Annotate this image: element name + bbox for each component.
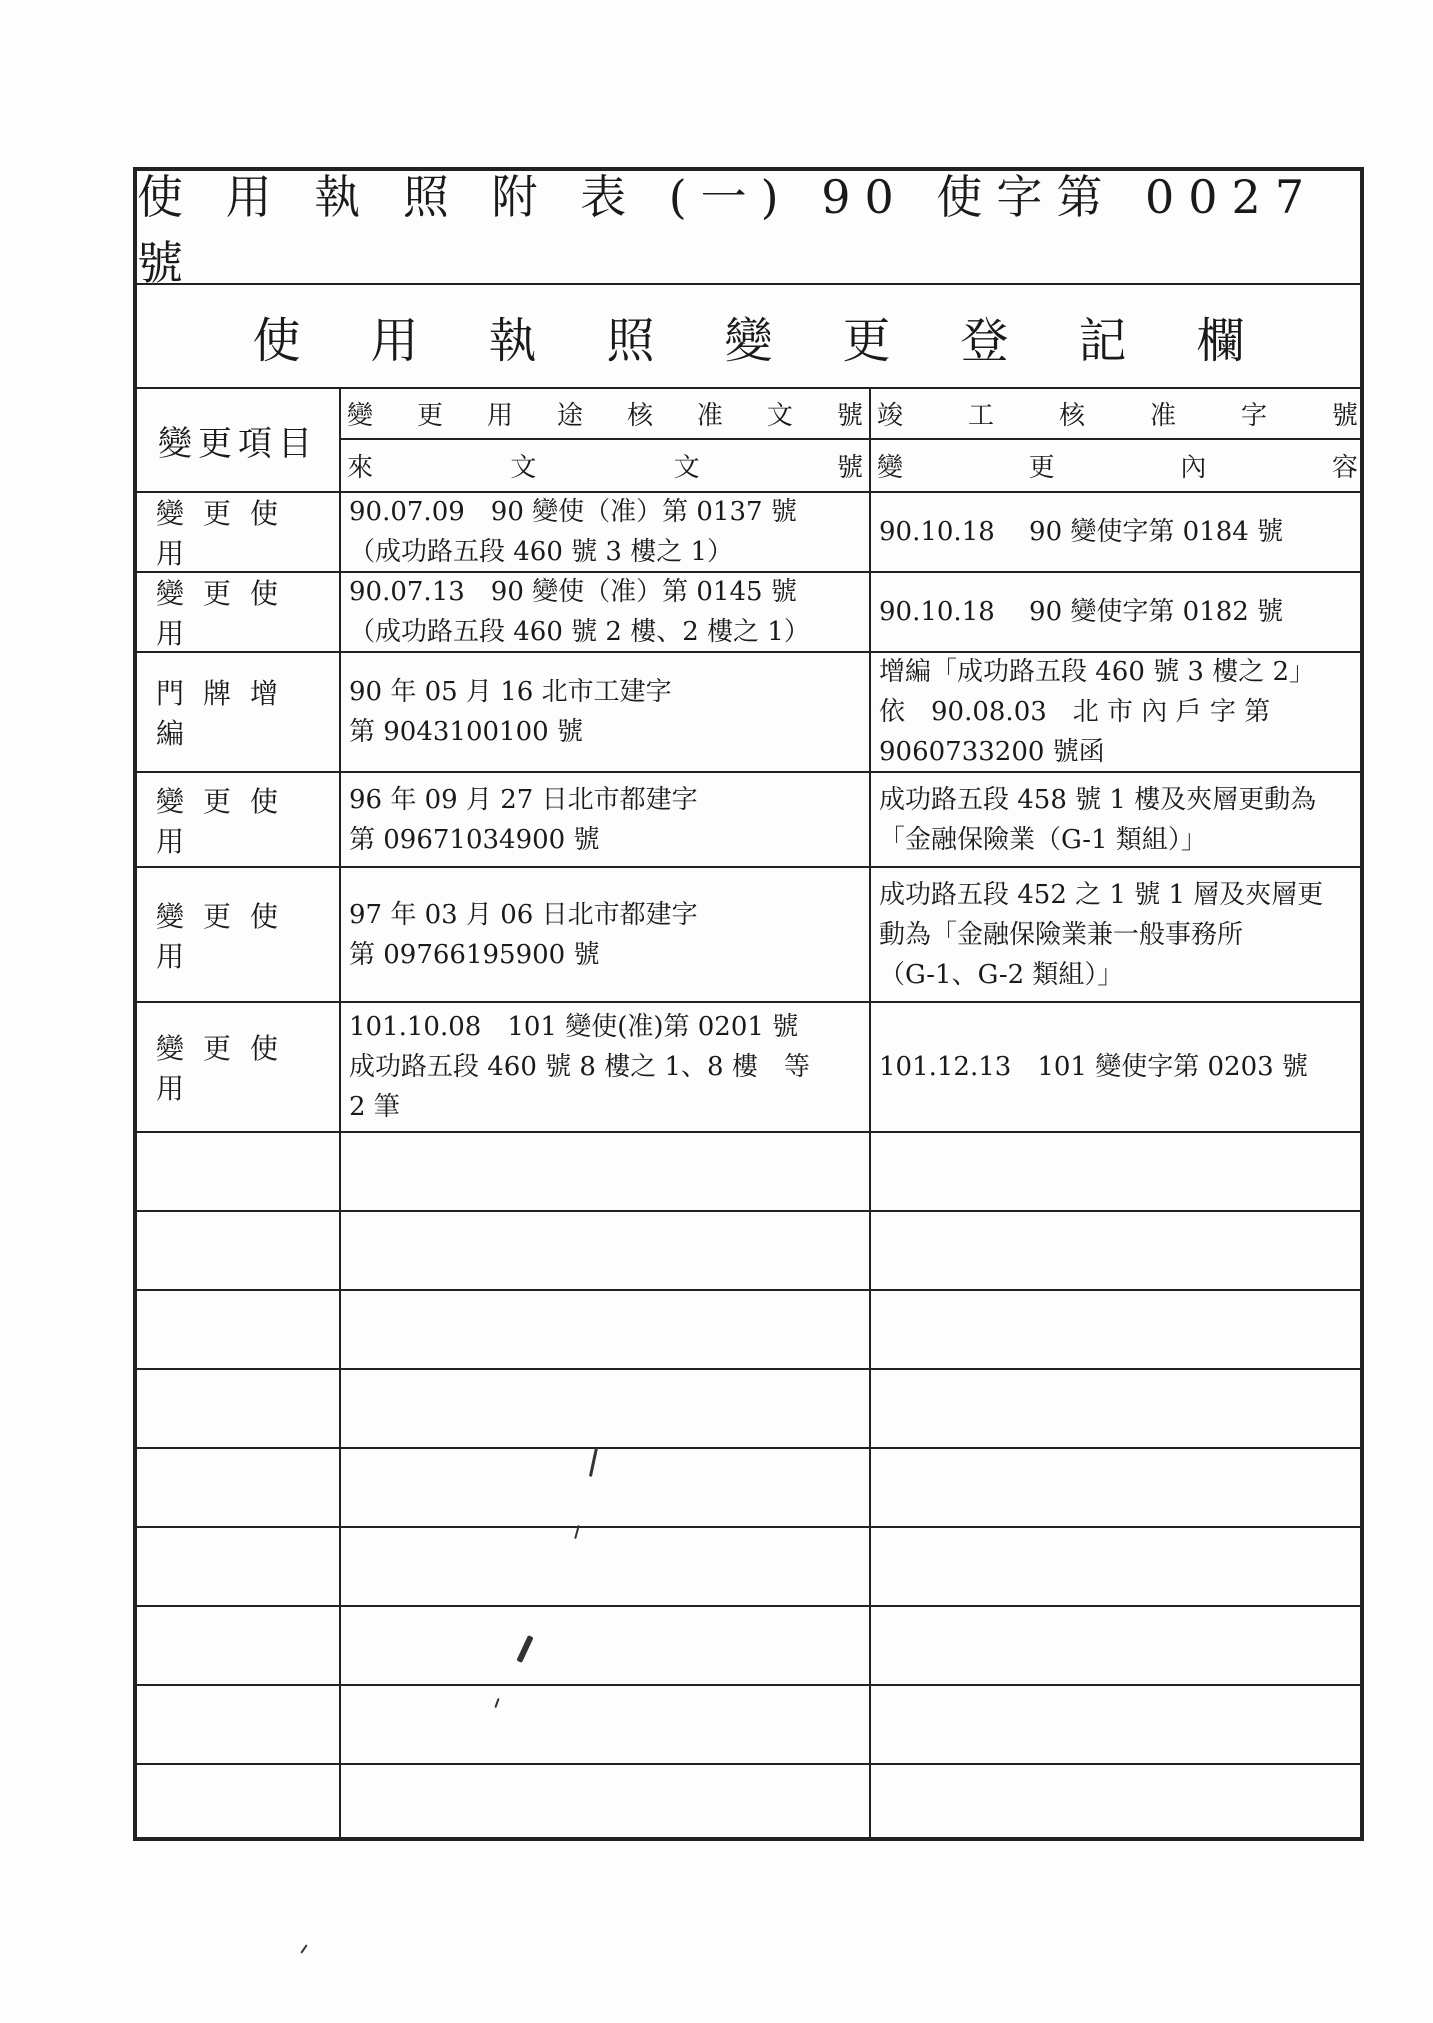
item-label: 變更使用 (156, 577, 298, 650)
change-content-cell (871, 653, 1364, 771)
header-char: 變 (347, 401, 374, 431)
header-char: 號 (836, 453, 863, 483)
item-label: 變更使用 (156, 899, 298, 973)
empty-cell (341, 1686, 871, 1763)
empty-row (137, 1607, 1360, 1686)
empty-row (137, 1133, 1360, 1212)
header-char: 號 (1331, 401, 1358, 431)
header-char: 號 (836, 401, 863, 431)
header-char: 更 (416, 401, 443, 431)
empty-cell (137, 1607, 341, 1684)
empty-row (137, 1212, 1360, 1291)
source-doc-text: 90 年 05 月 16 北市工建字 第 9043100100 號 (349, 677, 672, 747)
page-title: 使 用 執 照 附 表 (一) 90 使字第 0027 號 (137, 170, 1319, 290)
empty-cell (341, 1291, 871, 1368)
item-cell (137, 1003, 341, 1131)
empty-cell (871, 1686, 1364, 1763)
item-label: 變更使用 (156, 1032, 298, 1105)
empty-row (137, 1370, 1360, 1449)
table-row (137, 493, 1360, 573)
empty-row (137, 1686, 1360, 1765)
empty-cell (341, 1370, 871, 1447)
empty-cell (341, 1133, 871, 1210)
source-doc-cell (341, 868, 871, 1001)
header-col3-cell (871, 389, 1364, 491)
source-doc-text: 101.10.08 101 變使(准)第 0201 號 成功路五段 460 號 8 樓之 1、8 樓 等 2 筆 (349, 1012, 810, 1122)
section-title: 使用執照變更登記欄 (252, 312, 1315, 369)
header-char: 來 (347, 453, 374, 483)
source-doc-cell (341, 653, 871, 771)
item-cell (137, 653, 341, 771)
change-content-text: 90.10.18 90 變使字第 0182 號 (879, 597, 1284, 627)
header-row (137, 389, 1360, 493)
item-cell (137, 493, 341, 571)
empty-row (137, 1449, 1360, 1528)
table-row (137, 653, 1360, 773)
table-row (137, 573, 1360, 653)
item-label: 門牌增編 (156, 677, 298, 750)
header-char: 文 (510, 453, 537, 483)
empty-cell (871, 1607, 1364, 1684)
empty-cell (137, 1370, 341, 1447)
empty-cell (341, 1449, 871, 1526)
change-content-text: 成功路五段 458 號 1 樓及夾層更動為 「金融保險業（G-1 類組）」 (879, 784, 1317, 855)
item-cell (137, 868, 341, 1001)
empty-cell (137, 1765, 341, 1841)
change-content-text: 增編「成功路五段 460 號 3 樓之 2」 依 90.08.03 北 市 內 戶 字 第 9060733200 號函 (879, 657, 1316, 767)
item-cell (137, 573, 341, 651)
source-doc-text: 96 年 09 月 27 日北市都建字 第 09671034900 號 (349, 784, 698, 855)
empty-cell (137, 1212, 341, 1289)
header-col3-bottom (871, 440, 1364, 491)
source-doc-text: 90.07.13 90 變使（准）第 0145 號 （成功路五段 460 號 2 樓、2 樓之 1） (349, 577, 810, 647)
header-char: 准 (696, 401, 723, 431)
empty-cell (871, 1449, 1364, 1526)
header-char: 核 (1058, 401, 1085, 431)
header-char: 竣 (877, 401, 904, 431)
empty-row (137, 1291, 1360, 1370)
empty-cell (341, 1528, 871, 1605)
empty-cell (137, 1133, 341, 1210)
header-char: 容 (1331, 453, 1358, 483)
table-row (137, 868, 1360, 1003)
header-char: 字 (1240, 401, 1267, 431)
header-char: 准 (1149, 401, 1176, 431)
header-char: 核 (626, 401, 653, 431)
item-cell (137, 773, 341, 866)
source-doc-text: 97 年 03 月 06 日北市都建字 第 09766195900 號 (349, 899, 698, 970)
source-doc-text: 90.07.09 90 變使（准）第 0137 號 （成功路五段 460 號 3 樓之 1） (349, 497, 797, 567)
empty-cell (871, 1528, 1364, 1605)
item-label: 變更使用 (156, 497, 298, 570)
empty-cell (137, 1528, 341, 1605)
header-char: 內 (1180, 453, 1207, 483)
empty-cell (871, 1133, 1364, 1210)
header-char: 工 (967, 401, 994, 431)
empty-cell (871, 1765, 1364, 1841)
empty-cell (341, 1607, 871, 1684)
change-content-cell (871, 868, 1364, 1001)
empty-row (137, 1528, 1360, 1607)
change-content-cell (871, 1003, 1364, 1131)
empty-row (137, 1765, 1360, 1841)
empty-cell (137, 1291, 341, 1368)
subtitle-row (137, 285, 1360, 389)
header-item-label: 變更項目 (158, 423, 318, 464)
change-content-cell (871, 573, 1364, 651)
header-char: 用 (486, 401, 513, 431)
source-doc-cell (341, 573, 871, 651)
header-char: 途 (556, 401, 583, 431)
source-doc-cell (341, 493, 871, 571)
item-label: 變更使用 (156, 784, 298, 858)
empty-cell (341, 1212, 871, 1289)
header-col3-top (871, 389, 1364, 440)
change-content-text: 101.12.13 101 變使字第 0203 號 (879, 1052, 1308, 1082)
empty-cell (871, 1291, 1364, 1368)
change-content-cell (871, 773, 1364, 866)
source-doc-cell (341, 1003, 871, 1131)
header-col2-cell (341, 389, 871, 491)
table-row (137, 1003, 1360, 1133)
license-appendix-table (133, 167, 1364, 1841)
title-row (137, 170, 1360, 290)
header-item-cell (137, 389, 341, 491)
scan-mark (300, 1944, 307, 1953)
source-doc-cell (341, 773, 871, 866)
header-char: 文 (673, 453, 700, 483)
header-char: 文 (766, 401, 793, 431)
header-col2-bottom (341, 440, 869, 491)
empty-cell (341, 1765, 871, 1841)
change-content-cell (871, 493, 1364, 571)
change-content-text: 90.10.18 90 變使字第 0184 號 (879, 517, 1284, 547)
change-record-grid (137, 389, 1360, 1841)
empty-cell (871, 1370, 1364, 1447)
header-char: 變 (877, 453, 904, 483)
header-char: 更 (1028, 453, 1055, 483)
empty-cell (137, 1686, 341, 1763)
change-content-text: 成功路五段 452 之 1 號 1 層及夾層更 動為「金融保險業兼一般事務所 （G-1、G-2 類組）」 (879, 879, 1324, 990)
empty-cell (871, 1212, 1364, 1289)
header-col2-top (341, 389, 869, 440)
table-row (137, 773, 1360, 868)
empty-cell (137, 1449, 341, 1526)
